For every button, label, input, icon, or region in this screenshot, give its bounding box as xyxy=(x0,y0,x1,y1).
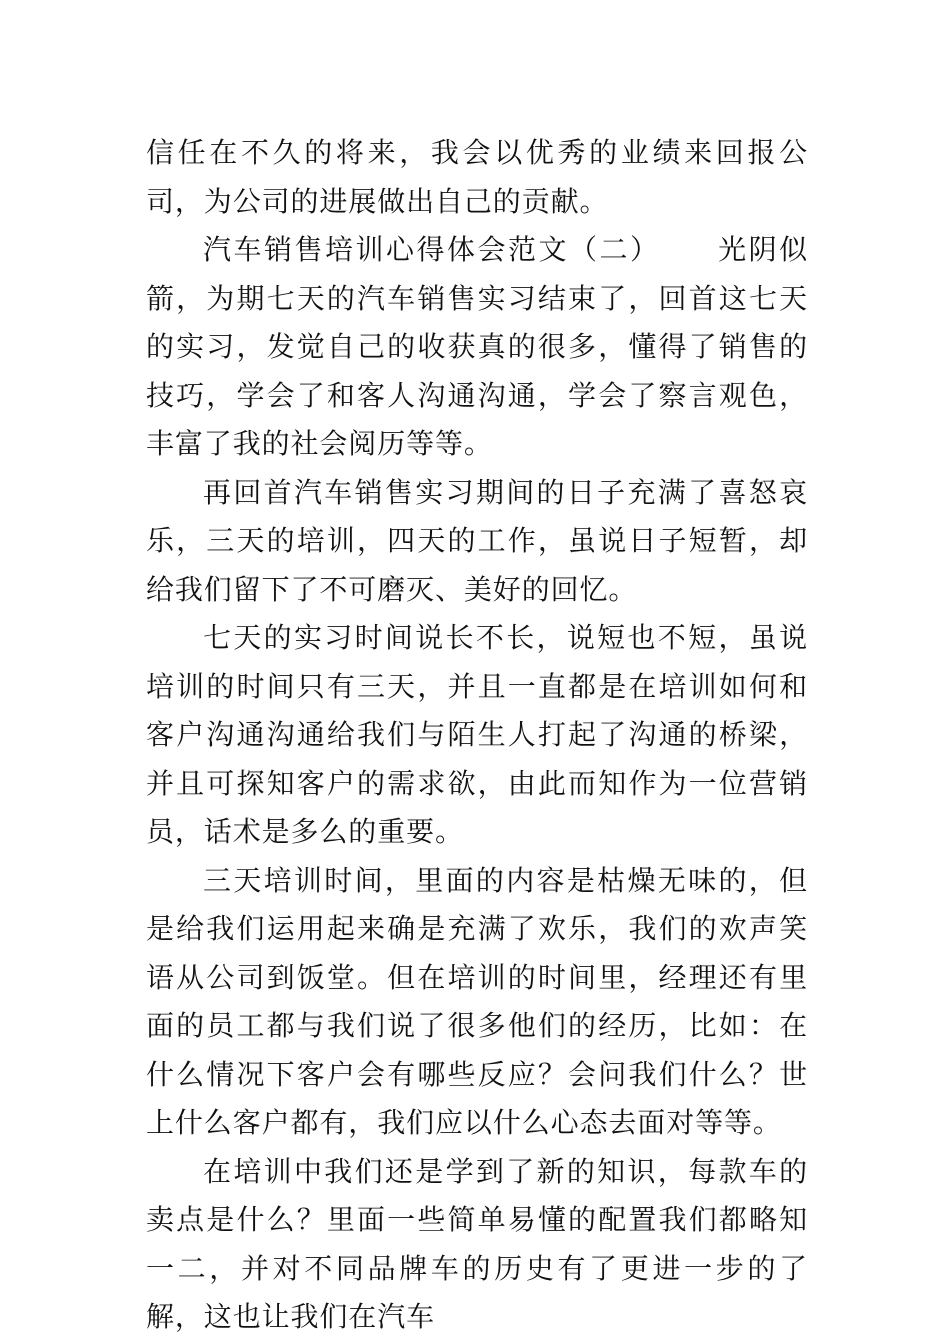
paragraph-6-text: 在培训中我们还是学到了新的知识，每款车的卖点是什么？里面一些简单易懂的配置我们都略知一二，并对不同品牌车的历史有了更进一步的了解，这也让我们在汽车 xyxy=(146,1154,808,1333)
paragraph-3-text: 再回首汽车销售实习期间的日子充满了喜怒哀乐，三天的培训，四天的工作，虽说日子短暂，却给我们留下了不可磨灭、美好的回忆。 xyxy=(146,475,808,606)
paragraph-4-text: 七天的实习时间说长不长，说短也不短，虽说培训的时间只有三天，并且一直都是在培训如何和客户沟通沟通给我们与陌生人打起了沟通的桥梁，并且可探知客户的需求欲，由此而知作为一位营销员，话术是多么的重要。 xyxy=(146,621,808,848)
paragraph-5 xyxy=(146,857,808,1148)
paragraph-5-text: 三天培训时间，里面的内容是枯燥无味的，但是给我们运用起来确是充满了欢乐，我们的欢声笑语从公司到饭堂。但在培训的时间里，经理还有里面的员工都与我们说了很多他们的经历，比如：在什么情况下客户会有哪些反应？会问我们什么？世上什么客户都有，我们应以什么心态去面对等等。 xyxy=(146,863,808,1139)
paragraph-2-text: 光阴似箭，为期七天的汽车销售实习结束了，回首这七天的实习，发觉自己的收获真的很多，懂得了销售的技巧，学会了和客人沟通沟通，学会了察言观色，丰富了我的社会阅历等等。 xyxy=(146,233,808,460)
paragraph-3 xyxy=(146,469,808,615)
paragraph-1-text: 信任在不久的将来，我会以优秀的业绩来回报公司，为公司的进展做出自己的贡献。 xyxy=(146,136,808,218)
section-heading: 汽车销售培训心得体会范文（二） xyxy=(203,233,661,266)
document-body xyxy=(146,129,808,1342)
paragraph-4 xyxy=(146,614,808,857)
paragraph-1 xyxy=(146,129,808,226)
paragraph-6 xyxy=(146,1148,808,1342)
paragraph-2 xyxy=(146,226,808,469)
